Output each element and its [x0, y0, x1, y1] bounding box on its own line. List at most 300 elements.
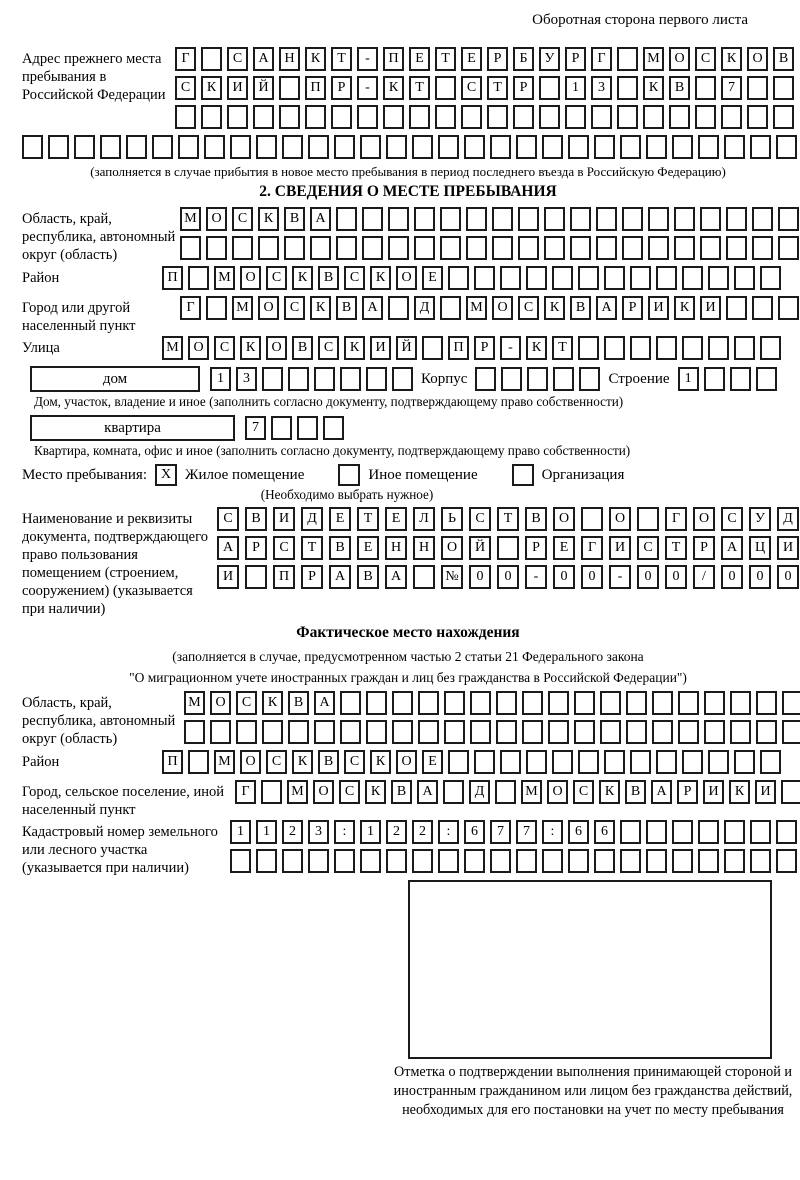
char-box[interactable]: К: [729, 780, 750, 804]
char-box[interactable]: 1: [565, 76, 586, 100]
char-box[interactable]: [409, 105, 430, 129]
char-box[interactable]: С: [721, 507, 743, 531]
char-box[interactable]: В: [288, 691, 309, 715]
char-box[interactable]: [340, 367, 361, 391]
char-box[interactable]: О: [492, 296, 513, 320]
char-box[interactable]: [475, 367, 496, 391]
char-box[interactable]: [386, 849, 407, 873]
char-box[interactable]: С: [695, 47, 716, 71]
char-box[interactable]: [773, 105, 794, 129]
char-box[interactable]: [418, 720, 439, 744]
prev-address-row-1[interactable]: [175, 47, 794, 71]
char-box[interactable]: С: [227, 47, 248, 71]
char-box[interactable]: [516, 135, 537, 159]
char-box[interactable]: М: [287, 780, 308, 804]
char-box[interactable]: [444, 720, 465, 744]
char-box[interactable]: [544, 207, 565, 231]
char-box[interactable]: К: [526, 336, 547, 360]
char-box[interactable]: О: [553, 507, 575, 531]
char-box[interactable]: [646, 820, 667, 844]
char-box[interactable]: Е: [553, 536, 575, 560]
char-box[interactable]: [656, 266, 677, 290]
document-row-1[interactable]: [217, 507, 794, 531]
char-box[interactable]: [414, 207, 435, 231]
char-box[interactable]: Т: [497, 507, 519, 531]
char-box[interactable]: [756, 691, 777, 715]
char-box[interactable]: С: [175, 76, 196, 100]
char-box[interactable]: М: [214, 750, 235, 774]
char-box[interactable]: [362, 207, 383, 231]
char-box[interactable]: [637, 507, 659, 531]
char-box[interactable]: Б: [513, 47, 534, 71]
char-box[interactable]: О: [609, 507, 631, 531]
char-box[interactable]: К: [305, 47, 326, 71]
char-box[interactable]: С: [461, 76, 482, 100]
char-box[interactable]: [652, 720, 673, 744]
char-box[interactable]: -: [357, 47, 378, 71]
char-box[interactable]: -: [500, 336, 521, 360]
char-box[interactable]: [360, 849, 381, 873]
char-box[interactable]: М: [184, 691, 205, 715]
char-box[interactable]: [282, 849, 303, 873]
char-box[interactable]: О: [188, 336, 209, 360]
char-box[interactable]: [752, 236, 773, 260]
char-box[interactable]: [553, 367, 574, 391]
char-box[interactable]: С: [573, 780, 594, 804]
char-box[interactable]: [700, 236, 721, 260]
char-box[interactable]: М: [643, 47, 664, 71]
char-box[interactable]: [548, 720, 569, 744]
char-box[interactable]: 2: [386, 820, 407, 844]
char-box[interactable]: Р: [301, 565, 323, 589]
char-box[interactable]: 0: [665, 565, 687, 589]
char-box[interactable]: [700, 207, 721, 231]
char-box[interactable]: 3: [591, 76, 612, 100]
char-box[interactable]: [336, 236, 357, 260]
char-box[interactable]: [721, 105, 742, 129]
char-box[interactable]: К: [599, 780, 620, 804]
char-box[interactable]: [152, 135, 173, 159]
char-box[interactable]: А: [253, 47, 274, 71]
char-box[interactable]: [778, 236, 799, 260]
char-box[interactable]: С: [318, 336, 339, 360]
kvartira-number-boxes[interactable]: [245, 416, 344, 440]
char-box[interactable]: С: [339, 780, 360, 804]
char-box[interactable]: [568, 849, 589, 873]
char-box[interactable]: О: [210, 691, 231, 715]
char-box[interactable]: О: [258, 296, 279, 320]
char-box[interactable]: [682, 266, 703, 290]
ulitsa-row[interactable]: [162, 336, 794, 360]
char-box[interactable]: [245, 565, 267, 589]
char-box[interactable]: [126, 135, 147, 159]
char-box[interactable]: 6: [568, 820, 589, 844]
char-box[interactable]: [474, 266, 495, 290]
factual-raion-row[interactable]: [162, 750, 794, 774]
document-row-3[interactable]: [217, 565, 794, 589]
char-box[interactable]: [574, 720, 595, 744]
char-box[interactable]: И: [700, 296, 721, 320]
char-box[interactable]: [204, 135, 225, 159]
char-box[interactable]: Т: [301, 536, 323, 560]
char-box[interactable]: [464, 849, 485, 873]
char-box[interactable]: [271, 416, 292, 440]
char-box[interactable]: С: [518, 296, 539, 320]
char-box[interactable]: [776, 820, 797, 844]
char-box[interactable]: Г: [235, 780, 256, 804]
char-box[interactable]: П: [162, 266, 183, 290]
char-box[interactable]: 3: [236, 367, 257, 391]
char-box[interactable]: [526, 266, 547, 290]
char-box[interactable]: [648, 236, 669, 260]
char-box[interactable]: 1: [678, 367, 699, 391]
char-box[interactable]: [184, 720, 205, 744]
char-box[interactable]: 1: [256, 820, 277, 844]
char-box[interactable]: [698, 820, 719, 844]
char-box[interactable]: [256, 849, 277, 873]
char-box[interactable]: К: [201, 76, 222, 100]
char-box[interactable]: №: [441, 565, 463, 589]
char-box[interactable]: С: [273, 536, 295, 560]
char-box[interactable]: М: [521, 780, 542, 804]
char-box[interactable]: [308, 135, 329, 159]
char-box[interactable]: Е: [329, 507, 351, 531]
char-box[interactable]: [392, 720, 413, 744]
char-box[interactable]: [581, 507, 603, 531]
char-box[interactable]: А: [596, 296, 617, 320]
char-box[interactable]: 6: [464, 820, 485, 844]
char-box[interactable]: [708, 266, 729, 290]
oblast-row-1[interactable]: [180, 207, 794, 231]
char-box[interactable]: [578, 750, 599, 774]
char-box[interactable]: [672, 849, 693, 873]
char-box[interactable]: [678, 691, 699, 715]
char-box[interactable]: Р: [565, 47, 586, 71]
char-box[interactable]: В: [525, 507, 547, 531]
char-box[interactable]: [388, 207, 409, 231]
char-box[interactable]: [578, 266, 599, 290]
char-box[interactable]: И: [648, 296, 669, 320]
char-box[interactable]: [604, 266, 625, 290]
char-box[interactable]: К: [292, 266, 313, 290]
char-box[interactable]: [230, 849, 251, 873]
char-box[interactable]: С: [637, 536, 659, 560]
char-box[interactable]: [776, 135, 797, 159]
char-box[interactable]: [752, 296, 773, 320]
char-box[interactable]: Г: [175, 47, 196, 71]
char-box[interactable]: [470, 720, 491, 744]
char-box[interactable]: Т: [331, 47, 352, 71]
char-box[interactable]: Л: [413, 507, 435, 531]
char-box[interactable]: И: [703, 780, 724, 804]
char-box[interactable]: [282, 135, 303, 159]
char-box[interactable]: [604, 750, 625, 774]
char-box[interactable]: Й: [253, 76, 274, 100]
char-box[interactable]: П: [162, 750, 183, 774]
char-box[interactable]: Р: [513, 76, 534, 100]
char-box[interactable]: Р: [525, 536, 547, 560]
char-box[interactable]: [440, 296, 461, 320]
char-box[interactable]: Г: [665, 507, 687, 531]
char-box[interactable]: -: [525, 565, 547, 589]
raion-row[interactable]: [162, 266, 794, 290]
char-box[interactable]: [362, 236, 383, 260]
char-box[interactable]: [682, 336, 703, 360]
char-box[interactable]: Е: [422, 750, 443, 774]
char-box[interactable]: П: [448, 336, 469, 360]
char-box[interactable]: К: [370, 266, 391, 290]
char-box[interactable]: [518, 207, 539, 231]
char-box[interactable]: [435, 105, 456, 129]
char-box[interactable]: [574, 691, 595, 715]
char-box[interactable]: [466, 207, 487, 231]
char-box[interactable]: К: [383, 76, 404, 100]
char-box[interactable]: 7: [245, 416, 266, 440]
char-box[interactable]: А: [417, 780, 438, 804]
char-box[interactable]: [750, 849, 771, 873]
char-box[interactable]: [466, 236, 487, 260]
char-box[interactable]: А: [651, 780, 672, 804]
char-box[interactable]: [596, 236, 617, 260]
char-box[interactable]: [669, 105, 690, 129]
char-box[interactable]: 1: [210, 367, 231, 391]
char-box[interactable]: О: [396, 266, 417, 290]
char-box[interactable]: [180, 236, 201, 260]
char-box[interactable]: 1: [230, 820, 251, 844]
char-box[interactable]: Р: [622, 296, 643, 320]
char-box[interactable]: [496, 691, 517, 715]
char-box[interactable]: [750, 135, 771, 159]
char-box[interactable]: О: [240, 266, 261, 290]
char-box[interactable]: Р: [245, 536, 267, 560]
char-box[interactable]: А: [314, 691, 335, 715]
char-box[interactable]: :: [334, 820, 355, 844]
char-box[interactable]: К: [258, 207, 279, 231]
char-box[interactable]: [620, 135, 641, 159]
factual-oblast-row-1[interactable]: [184, 691, 794, 715]
char-box[interactable]: А: [721, 536, 743, 560]
char-box[interactable]: П: [383, 47, 404, 71]
char-box[interactable]: [600, 720, 621, 744]
char-box[interactable]: 0: [469, 565, 491, 589]
char-box[interactable]: 0: [581, 565, 603, 589]
char-box[interactable]: В: [391, 780, 412, 804]
char-box[interactable]: 0: [777, 565, 799, 589]
char-box[interactable]: [760, 750, 781, 774]
char-box[interactable]: [392, 367, 413, 391]
char-box[interactable]: [672, 135, 693, 159]
char-box[interactable]: К: [262, 691, 283, 715]
char-box[interactable]: [74, 135, 95, 159]
char-box[interactable]: Д: [777, 507, 799, 531]
char-box[interactable]: [360, 135, 381, 159]
checkbox-organizatsiya[interactable]: [512, 464, 534, 486]
char-box[interactable]: [724, 135, 745, 159]
char-box[interactable]: О: [669, 47, 690, 71]
char-box[interactable]: [604, 336, 625, 360]
char-box[interactable]: [516, 849, 537, 873]
char-box[interactable]: [500, 750, 521, 774]
char-box[interactable]: С: [344, 266, 365, 290]
char-box[interactable]: К: [721, 47, 742, 71]
char-box[interactable]: [734, 266, 755, 290]
char-box[interactable]: [438, 135, 459, 159]
korpus-boxes[interactable]: [475, 367, 600, 391]
char-box[interactable]: И: [609, 536, 631, 560]
char-box[interactable]: [698, 135, 719, 159]
char-box[interactable]: 7: [516, 820, 537, 844]
char-box[interactable]: С: [236, 691, 257, 715]
char-box[interactable]: М: [232, 296, 253, 320]
char-box[interactable]: [646, 135, 667, 159]
kadastr-row-1[interactable]: [230, 820, 794, 844]
char-box[interactable]: [500, 266, 521, 290]
char-box[interactable]: О: [396, 750, 417, 774]
char-box[interactable]: В: [773, 47, 794, 71]
char-box[interactable]: Е: [461, 47, 482, 71]
char-box[interactable]: [630, 266, 651, 290]
char-box[interactable]: [366, 691, 387, 715]
char-box[interactable]: -: [357, 76, 378, 100]
char-box[interactable]: К: [544, 296, 565, 320]
char-box[interactable]: Ь: [441, 507, 463, 531]
checkbox-zhiloe[interactable]: X: [155, 464, 177, 486]
char-box[interactable]: С: [217, 507, 239, 531]
char-box[interactable]: [288, 720, 309, 744]
char-box[interactable]: [201, 105, 222, 129]
char-box[interactable]: В: [292, 336, 313, 360]
char-box[interactable]: Д: [469, 780, 490, 804]
char-box[interactable]: [418, 691, 439, 715]
document-row-2[interactable]: [217, 536, 794, 560]
char-box[interactable]: [630, 336, 651, 360]
checkbox-inoe[interactable]: [338, 464, 360, 486]
char-box[interactable]: [750, 820, 771, 844]
char-box[interactable]: [501, 367, 522, 391]
char-box[interactable]: [596, 207, 617, 231]
kadastr-row-2[interactable]: [230, 849, 794, 873]
char-box[interactable]: И: [217, 565, 239, 589]
char-box[interactable]: [620, 820, 641, 844]
char-box[interactable]: [513, 105, 534, 129]
char-box[interactable]: О: [747, 47, 768, 71]
char-box[interactable]: О: [313, 780, 334, 804]
char-box[interactable]: 0: [749, 565, 771, 589]
char-box[interactable]: [48, 135, 69, 159]
char-box[interactable]: 7: [490, 820, 511, 844]
char-box[interactable]: П: [305, 76, 326, 100]
char-box[interactable]: [334, 849, 355, 873]
char-box[interactable]: [730, 691, 751, 715]
char-box[interactable]: [539, 76, 560, 100]
char-box[interactable]: Р: [693, 536, 715, 560]
char-box[interactable]: С: [344, 750, 365, 774]
char-box[interactable]: О: [266, 336, 287, 360]
factual-oblast-row-2[interactable]: [184, 720, 794, 744]
char-box[interactable]: [227, 105, 248, 129]
char-box[interactable]: [734, 750, 755, 774]
char-box[interactable]: [760, 266, 781, 290]
char-box[interactable]: [206, 236, 227, 260]
prev-address-row-2[interactable]: [175, 76, 794, 100]
char-box[interactable]: Т: [409, 76, 430, 100]
prev-address-overflow-row[interactable]: [22, 135, 794, 159]
char-box[interactable]: [542, 849, 563, 873]
char-box[interactable]: В: [318, 266, 339, 290]
char-box[interactable]: П: [273, 565, 295, 589]
char-box[interactable]: У: [539, 47, 560, 71]
char-box[interactable]: [288, 367, 309, 391]
char-box[interactable]: Й: [396, 336, 417, 360]
char-box[interactable]: [747, 105, 768, 129]
char-box[interactable]: [413, 565, 435, 589]
char-box[interactable]: С: [266, 266, 287, 290]
char-box[interactable]: [747, 76, 768, 100]
char-box[interactable]: [626, 720, 647, 744]
char-box[interactable]: К: [674, 296, 695, 320]
char-box[interactable]: [308, 849, 329, 873]
char-box[interactable]: [778, 207, 799, 231]
char-box[interactable]: [340, 691, 361, 715]
char-box[interactable]: [383, 105, 404, 129]
char-box[interactable]: [366, 367, 387, 391]
char-box[interactable]: [782, 691, 800, 715]
char-box[interactable]: [414, 236, 435, 260]
char-box[interactable]: Г: [180, 296, 201, 320]
char-box[interactable]: [253, 105, 274, 129]
char-box[interactable]: О: [206, 207, 227, 231]
char-box[interactable]: [578, 336, 599, 360]
char-box[interactable]: [340, 720, 361, 744]
char-box[interactable]: [490, 849, 511, 873]
char-box[interactable]: :: [438, 820, 459, 844]
char-box[interactable]: [617, 105, 638, 129]
char-box[interactable]: [726, 236, 747, 260]
char-box[interactable]: [206, 296, 227, 320]
char-box[interactable]: [232, 236, 253, 260]
char-box[interactable]: [570, 207, 591, 231]
char-box[interactable]: [552, 750, 573, 774]
dom-number-boxes[interactable]: [210, 367, 413, 391]
char-box[interactable]: [526, 750, 547, 774]
char-box[interactable]: [284, 236, 305, 260]
char-box[interactable]: [594, 135, 615, 159]
char-box[interactable]: :: [542, 820, 563, 844]
char-box[interactable]: [201, 47, 222, 71]
char-box[interactable]: М: [162, 336, 183, 360]
char-box[interactable]: И: [755, 780, 776, 804]
char-box[interactable]: [760, 336, 781, 360]
char-box[interactable]: О: [547, 780, 568, 804]
char-box[interactable]: [236, 720, 257, 744]
char-box[interactable]: К: [240, 336, 261, 360]
char-box[interactable]: [188, 750, 209, 774]
char-box[interactable]: [258, 236, 279, 260]
char-box[interactable]: [594, 849, 615, 873]
char-box[interactable]: [730, 367, 751, 391]
char-box[interactable]: В: [245, 507, 267, 531]
char-box[interactable]: Е: [409, 47, 430, 71]
char-box[interactable]: [487, 105, 508, 129]
char-box[interactable]: А: [385, 565, 407, 589]
char-box[interactable]: [522, 720, 543, 744]
char-box[interactable]: [518, 236, 539, 260]
char-box[interactable]: [310, 236, 331, 260]
char-box[interactable]: [422, 336, 443, 360]
char-box[interactable]: [672, 820, 693, 844]
char-box[interactable]: В: [284, 207, 305, 231]
char-box[interactable]: В: [669, 76, 690, 100]
